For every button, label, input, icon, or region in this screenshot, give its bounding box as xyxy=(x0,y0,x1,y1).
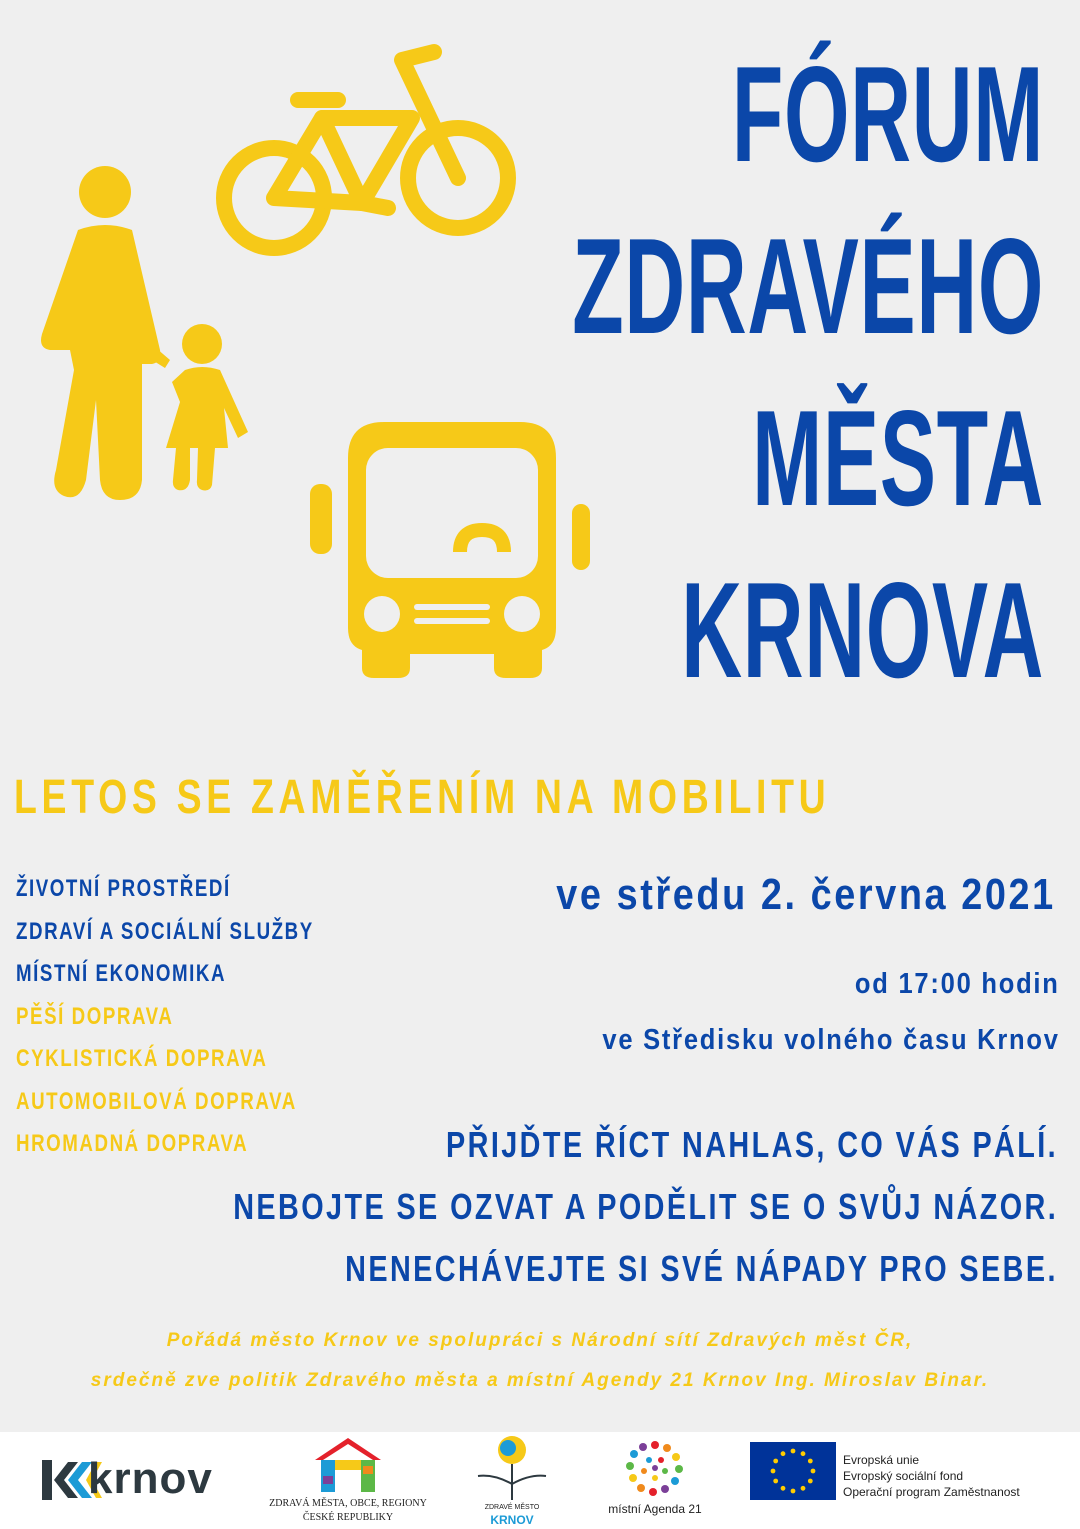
krnov-wordmark: krnov xyxy=(88,1454,213,1503)
eu-line-3: Operační program Zaměstnanost xyxy=(843,1485,1020,1499)
zdrava-mesta-text-2: ČESKÉ REPUBLIKY xyxy=(302,1512,394,1523)
poster-title xyxy=(572,28,1044,716)
zdrave-mesto-krnov-logo xyxy=(474,1434,550,1528)
topic-item: AUTOMOBILOVÁ DOPRAVA xyxy=(16,1087,297,1115)
tree-icon xyxy=(474,1434,550,1504)
organizer-line-1: Pořádá město Krnov ve spolupráci s Národní sítí Zdravých měst ČR, xyxy=(166,1330,914,1351)
topic-item: MÍSTNÍ EKONOMIKA xyxy=(16,960,227,987)
topic-item: ŽIVOTNÍ PROSTŘEDÍ xyxy=(16,875,231,902)
agenda21-logo xyxy=(600,1440,710,1526)
eu-text xyxy=(843,1452,1020,1500)
title-line-3: MĚSTA xyxy=(752,382,1044,534)
topic-list xyxy=(16,868,398,1166)
message-line-2: NEBOJTE SE OZVAT A PODĚLIT SE O SVŮJ NÁZOR. xyxy=(233,1186,1058,1227)
agenda21-text: místní Agenda 21 xyxy=(608,1502,702,1516)
organizer-line-2: srdečně zve politik Zdravého města a místní Agendy 21 Krnov Ing. Miroslav Binar. xyxy=(90,1370,990,1391)
topic-item: PĚŠÍ DOPRAVA xyxy=(16,1002,174,1030)
bicycle-icon xyxy=(212,38,522,268)
title-line-1: FÓRUM xyxy=(731,38,1044,190)
subtitle: LETOS SE ZAMĚŘENÍM NA MOBILITU xyxy=(14,771,831,824)
bus-icon xyxy=(310,418,590,680)
event-place: ve Středisku volného času Krnov xyxy=(602,1024,1060,1056)
zdrave-mesto-text-1: ZDRAVÉ MĚSTO xyxy=(484,1504,540,1511)
eu-line-1: Evropská unie xyxy=(843,1453,920,1467)
eu-line-2: Evropský sociální fond xyxy=(843,1469,964,1483)
event-date: ve středu 2. června 2021 xyxy=(556,870,1056,919)
topic-item: HROMADNÁ DOPRAVA xyxy=(16,1130,249,1157)
dots-circle-icon xyxy=(625,1440,685,1496)
logo-bar xyxy=(0,1432,1080,1529)
title-line-2: ZDRAVÉHO xyxy=(572,210,1044,362)
zdrava-mesta-text-1: ZDRAVÁ MĚSTA, OBCE, REGIONY xyxy=(269,1498,427,1509)
topic-item: ZDRAVÍ A SOCIÁLNÍ SLUŽBY xyxy=(16,917,314,945)
zdrave-mesto-text-2: KRNOV xyxy=(490,1513,534,1527)
message-line-3: NENECHÁVEJTE SI SVÉ NÁPADY PRO SEBE. xyxy=(345,1248,1058,1289)
topic-item: CYKLISTICKÁ DOPRAVA xyxy=(16,1045,268,1072)
title-line-4: KRNOVA xyxy=(681,554,1044,706)
zdrava-mesta-logo xyxy=(268,1436,428,1526)
eu-flag-icon xyxy=(750,1442,836,1500)
message-line-1: PŘIJĎTE ŘÍCT NAHLAS, CO VÁS PÁLÍ. xyxy=(445,1124,1058,1165)
event-time: od 17:00 hodin xyxy=(855,968,1060,1000)
house-arch-icon xyxy=(313,1436,383,1494)
